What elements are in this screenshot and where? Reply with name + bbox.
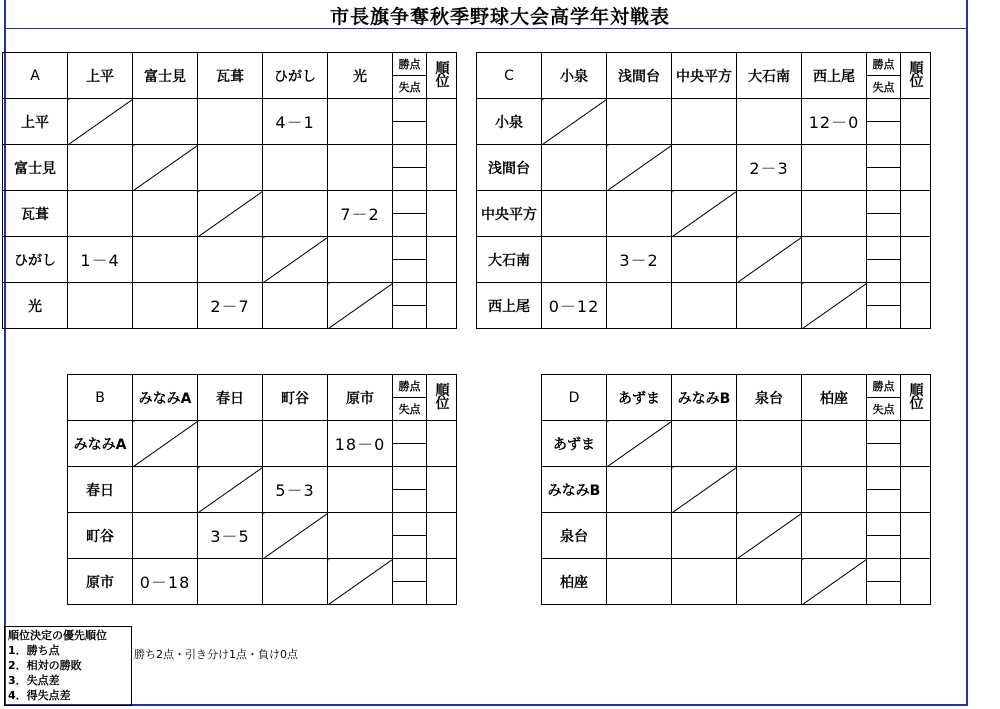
team-row [542,559,931,605]
match-score-cell [802,237,867,283]
points-cell [393,421,427,467]
lost-points-cell [867,444,900,466]
team-column-header: 瓦葺 [198,53,263,99]
self-match-cell [737,513,802,559]
rank-cell [427,467,457,513]
match-score-cell [133,99,198,145]
match-score-cell [133,191,198,237]
win-points-cell [393,559,426,582]
self-match-cell [542,99,607,145]
self-match-cell [198,191,263,237]
match-score-cell [737,559,802,605]
win-points-cell [393,421,426,444]
match-score-cell [328,513,393,559]
points-cell [867,99,901,145]
points-cell [393,283,427,329]
match-score-cell: 18－0 [328,421,393,467]
match-score-cell [263,559,328,605]
self-match-cell [607,421,672,467]
rank-cell [427,283,457,329]
team-column-header: 大石南 [737,53,802,99]
team-row [3,99,457,145]
team-row-header: 柏座 [542,559,607,605]
points-cell [867,421,901,467]
self-match-cell [672,467,737,513]
win-points-cell [393,467,426,490]
match-score-cell: 4－1 [263,99,328,145]
match-score-cell [542,237,607,283]
match-score-cell [672,237,737,283]
rank-cell [901,237,931,283]
rank-header-text: 順位 [435,60,450,90]
match-score-cell [198,237,263,283]
team-row-header: ひがし [3,237,68,283]
points-header [867,375,901,421]
team-row [542,513,931,559]
match-score-cell [607,467,672,513]
lost-points-cell [393,260,426,282]
rank-cell [427,145,457,191]
points-header [393,375,427,421]
lost-points-cell [393,306,426,328]
match-score-cell [802,467,867,513]
match-score-cell [802,421,867,467]
league-table-a [2,52,457,329]
match-score-cell [672,283,737,329]
match-score-cell [198,559,263,605]
points-cell [393,237,427,283]
lost-points-cell [867,306,900,328]
match-score-cell [737,421,802,467]
team-row-header: 富士見 [3,145,68,191]
match-score-cell [542,145,607,191]
team-row [3,191,457,237]
match-score-cell [607,191,672,237]
self-match-cell [133,421,198,467]
win-points-header: 勝点 [867,375,900,398]
win-points-cell [393,237,426,260]
team-row [477,237,931,283]
points-cell [393,559,427,605]
points-cell [393,467,427,513]
match-score-cell [672,145,737,191]
team-column-header: 小泉 [542,53,607,99]
group-label: C [477,53,542,99]
league-table-d [541,374,931,605]
team-column-header: 泉台 [737,375,802,421]
match-score-cell: 2－7 [198,283,263,329]
match-score-cell [68,191,133,237]
match-score-cell [133,283,198,329]
match-score-cell [607,283,672,329]
team-column-header: 原市 [328,375,393,421]
team-column-header: 光 [328,53,393,99]
team-row-header: 春日 [68,467,133,513]
match-score-cell: 0－18 [133,559,198,605]
lost-points-cell [867,122,900,144]
ranking-priority-item: 4．得失点差 [8,689,71,702]
lost-points-cell [393,490,426,512]
match-score-cell [263,283,328,329]
rank-cell [901,145,931,191]
match-score-cell [133,467,198,513]
points-cell [867,283,901,329]
team-row-header: 上平 [3,99,68,145]
team-row [68,421,457,467]
self-match-cell [672,191,737,237]
rank-cell [901,191,931,237]
win-points-header: 勝点 [867,53,900,76]
lost-points-header: 失点 [872,81,895,94]
ranking-priority-item: 1．勝ち点 [8,644,60,657]
points-cell [867,237,901,283]
team-row-header: あずま [542,421,607,467]
match-score-cell [737,283,802,329]
win-points-cell [867,283,900,306]
self-match-cell [133,145,198,191]
rank-cell [427,513,457,559]
match-score-cell [737,467,802,513]
team-row-header: みなみA [68,421,133,467]
ranking-priority-box [4,626,132,706]
rank-header [901,375,931,421]
match-score-cell [802,191,867,237]
match-score-cell [328,99,393,145]
team-column-header: 上平 [68,53,133,99]
lost-points-header: 失点 [398,403,421,416]
team-row-header: 西上尾 [477,283,542,329]
self-match-cell [198,467,263,513]
win-points-header: 勝点 [393,375,426,398]
lost-points-cell [393,122,426,144]
match-score-cell: 0－12 [542,283,607,329]
rank-cell [901,513,931,559]
team-column-header: 柏座 [802,375,867,421]
rank-header [901,53,931,99]
team-row [477,99,931,145]
page-title: 市長旗争奪秋季野球大会高学年対戦表 [329,6,670,28]
rank-header-text: 順位 [435,382,450,412]
ranking-priority-item: 2．相対の勝敗 [8,659,82,672]
lost-points-cell [867,536,900,558]
team-row [477,145,931,191]
self-match-cell [737,237,802,283]
group-label: A [3,53,68,99]
points-header [393,53,427,99]
match-score-cell [68,283,133,329]
team-row-header: 浅間台 [477,145,542,191]
points-cell [393,513,427,559]
win-points-cell [867,191,900,214]
rank-header-text: 順位 [909,382,924,412]
lost-points-cell [393,214,426,236]
self-match-cell [328,559,393,605]
match-score-cell [263,421,328,467]
team-column-header: 中央平方 [672,53,737,99]
win-points-cell [867,237,900,260]
title-divider [4,28,968,29]
rank-cell [901,421,931,467]
match-score-cell [198,145,263,191]
rank-cell [901,283,931,329]
win-points-cell [867,513,900,536]
team-column-header: 富士見 [133,53,198,99]
match-score-cell [737,99,802,145]
points-header [867,53,901,99]
win-points-cell [393,99,426,122]
team-column-header: ひがし [263,53,328,99]
win-points-cell [393,191,426,214]
win-points-cell [393,283,426,306]
team-row-header: 泉台 [542,513,607,559]
points-cell [867,513,901,559]
match-score-cell [607,559,672,605]
lost-points-cell [867,490,900,512]
match-score-cell [802,513,867,559]
points-cell [393,99,427,145]
team-row [3,283,457,329]
win-points-cell [867,421,900,444]
rank-cell [901,559,931,605]
match-score-cell [68,145,133,191]
rank-cell [427,237,457,283]
match-score-cell: 5－3 [263,467,328,513]
win-points-cell [867,145,900,168]
team-row [68,467,457,513]
team-row-header: みなみB [542,467,607,513]
league-table-b [67,374,457,605]
ranking-priority-item: 3．失点差 [8,674,60,687]
lost-points-cell [393,168,426,190]
self-match-cell [263,237,328,283]
team-row-header: 小泉 [477,99,542,145]
team-row-header: 原市 [68,559,133,605]
points-cell [867,191,901,237]
group-label: B [68,375,133,421]
lost-points-cell [867,260,900,282]
team-row-header: 町谷 [68,513,133,559]
win-points-cell [867,467,900,490]
team-column-header: 西上尾 [802,53,867,99]
match-score-cell [198,421,263,467]
points-rule: 勝ち2点・引き分け1点・負け0点 [134,648,298,661]
team-row-header: 瓦葺 [3,191,68,237]
lost-points-cell [867,214,900,236]
points-cell [867,145,901,191]
team-row [477,191,931,237]
points-cell [393,191,427,237]
points-cell [867,559,901,605]
win-points-cell [393,513,426,536]
lost-points-header: 失点 [872,403,895,416]
lost-points-cell [393,536,426,558]
match-score-cell: 2－3 [737,145,802,191]
rank-cell [427,99,457,145]
match-score-cell [133,237,198,283]
rank-cell [427,191,457,237]
match-score-cell [802,145,867,191]
group-label: D [542,375,607,421]
lost-points-cell [867,168,900,190]
match-score-cell: 1－4 [68,237,133,283]
match-score-cell [737,191,802,237]
match-score-cell [672,513,737,559]
win-points-cell [393,145,426,168]
rank-header [427,375,457,421]
team-column-header: みなみA [133,375,198,421]
lost-points-header: 失点 [398,81,421,94]
match-score-cell [263,191,328,237]
match-score-cell [133,513,198,559]
team-row-header: 大石南 [477,237,542,283]
team-row-header: 中央平方 [477,191,542,237]
match-score-cell [263,145,328,191]
lost-points-cell [393,444,426,466]
match-score-cell: 7－2 [328,191,393,237]
team-row [3,237,457,283]
match-score-cell: 12－0 [802,99,867,145]
team-row [477,283,931,329]
match-score-cell [607,99,672,145]
self-match-cell [607,145,672,191]
team-column-header: 春日 [198,375,263,421]
team-column-header: 町谷 [263,375,328,421]
team-row [542,421,931,467]
rank-cell [427,421,457,467]
rank-header-text: 順位 [909,60,924,90]
lost-points-cell [867,582,900,604]
points-cell [867,467,901,513]
team-row [3,145,457,191]
match-score-cell: 3－2 [607,237,672,283]
match-score-cell [607,513,672,559]
points-cell [393,145,427,191]
match-score-cell [328,145,393,191]
match-score-cell [328,237,393,283]
team-row [542,467,931,513]
match-score-cell [672,421,737,467]
self-match-cell [68,99,133,145]
rank-cell [427,559,457,605]
self-match-cell [263,513,328,559]
team-row [68,559,457,605]
win-points-cell [867,559,900,582]
match-score-cell [542,191,607,237]
win-points-cell [867,99,900,122]
team-column-header: みなみB [672,375,737,421]
rank-header [427,53,457,99]
self-match-cell [328,283,393,329]
win-points-header: 勝点 [393,53,426,76]
ranking-priority-heading: 順位決定の優先順位 [8,629,107,642]
match-score-cell: 3－5 [198,513,263,559]
team-column-header: 浅間台 [607,53,672,99]
self-match-cell [802,283,867,329]
match-score-cell [672,99,737,145]
match-score-cell [198,99,263,145]
match-score-cell [328,467,393,513]
team-row-header: 光 [3,283,68,329]
team-column-header: あずま [607,375,672,421]
league-table-c [476,52,931,329]
rank-cell [901,99,931,145]
rank-cell [901,467,931,513]
match-score-cell [672,559,737,605]
self-match-cell [802,559,867,605]
team-row [68,513,457,559]
lost-points-cell [393,582,426,604]
